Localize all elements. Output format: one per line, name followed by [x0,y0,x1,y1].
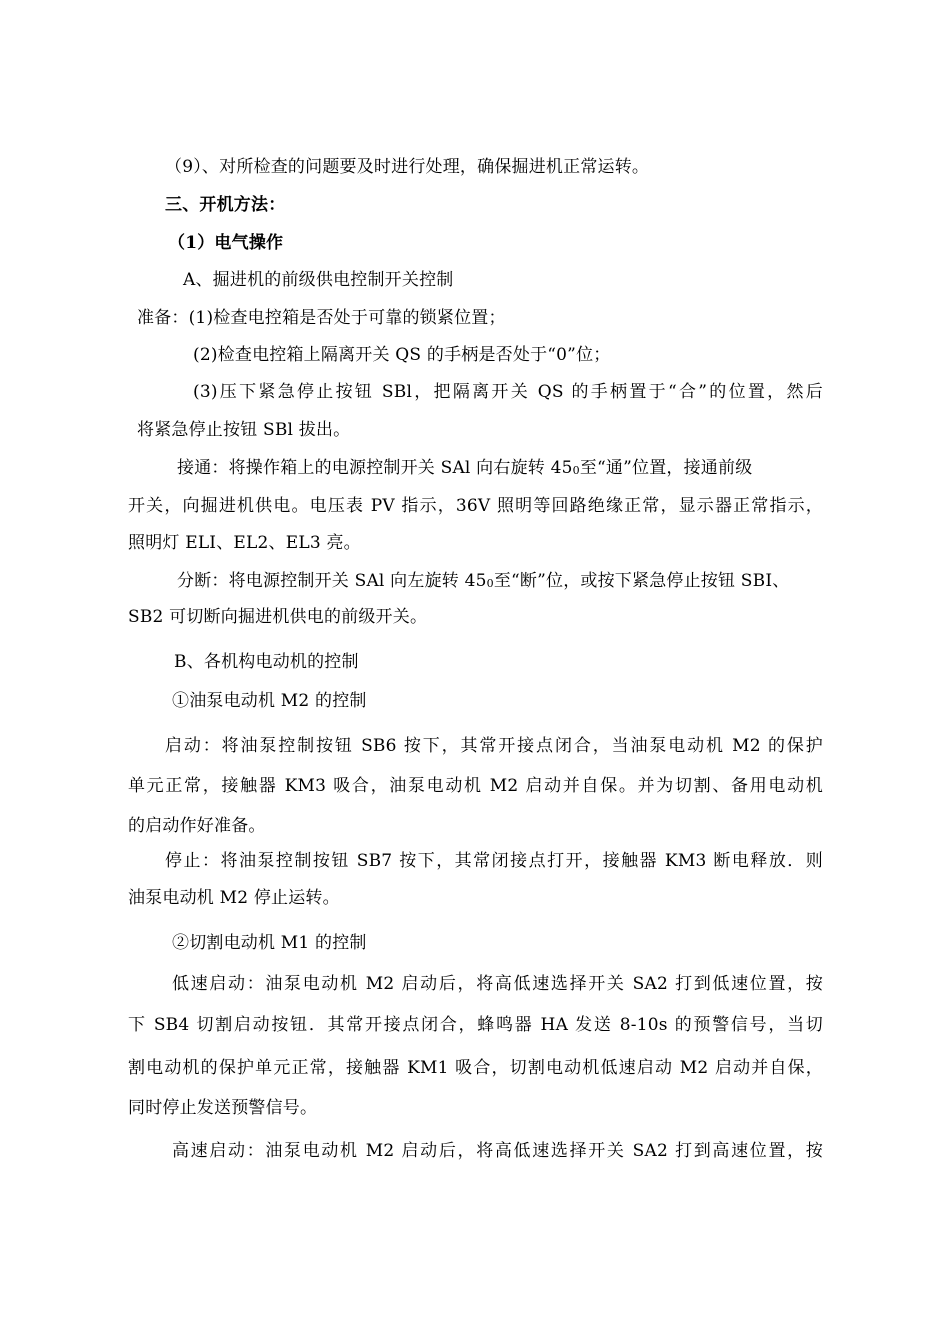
low-speed-start-line-1: 低速启动：油泵电动机 M2 启动后，将高低速选择开关 SA2 打到低速位置，按 [172,974,823,994]
disconnect-text-part-2: 至“断”位，或按下紧急停止按钮 SBI、 [493,571,790,591]
heading-b-motor-control: B、各机构电动机的控制 [174,652,359,672]
subsection-heading-electrical-operation: （1）电气操作 [168,233,284,253]
item-9-line: （9）、对所检查的问题要及时进行处理，确保掘进机正常运转。 [165,157,650,177]
prep-step-3-line-1: (3)压下紧急停止按钮 SBl，把隔离开关 QS 的手柄置于“合”的位置，然后 [193,382,823,402]
heading-oil-pump-motor: ①油泵电动机 M2 的控制 [172,691,367,711]
prep-step-1: 准备：(1)检查电控箱是否处于可靠的锁紧位置； [137,308,506,328]
heading-cutting-motor: ②切割电动机 M1 的控制 [172,933,367,953]
heading-a-front-power-switch: A、掘进机的前级供电控制开关控制 [183,270,454,290]
degree-mark: 0 [486,577,494,590]
connect-paragraph-line-3: 照明灯 ELI、EL2、EL3 亮。 [128,533,361,553]
prep-step-3-line-2: 将紧急停止按钮 SBl 拔出。 [137,420,351,440]
section-heading-startup-method: 三、开机方法： [165,195,286,215]
low-speed-start-line-2: 下 SB4 切割启动按钮．其常开接点闭合，蜂鸣器 HA 发送 8-10s 的预警信号，当切 [128,1015,823,1035]
disconnect-text-part-1: 分断：将电源控制开关 SAl 向左旋转 45 [177,571,487,591]
oil-pump-start-line-2: 单元正常，接触器 KM3 吸合，油泵电动机 M2 启动并自保。并为切割、备用电动机 [128,776,823,796]
prep-step-2: (2)检查电控箱上隔离开关 QS 的手柄是否处于“0”位； [193,345,611,365]
oil-pump-start-line-1: 启动：将油泵控制按钮 SB6 按下，其常开接点闭合，当油泵电动机 M2 的保护 [165,736,823,756]
connect-text-part-2: 至“通”位置，接通前级 [579,458,753,478]
connect-paragraph-line-1 [177,457,823,482]
disconnect-paragraph-line-1 [177,570,823,595]
oil-pump-stop-line-1: 停止：将油泵控制按钮 SB7 按下，其常闭接点打开，接触器 KM3 断电释放．则 [165,851,823,871]
low-speed-start-line-3: 割电动机的保护单元正常，接触器 KM1 吸合，切割电动机低速启动 M2 启动并自保， [128,1058,823,1078]
oil-pump-start-line-3: 的启动作好准备。 [128,816,266,836]
degree-mark: 0 [572,464,580,477]
oil-pump-stop-line-2: 油泵电动机 M2 停止运转。 [128,888,340,908]
low-speed-start-line-4: 同时停止发送预警信号。 [128,1098,318,1118]
high-speed-start-line-1: 高速启动：油泵电动机 M2 启动后，将高低速选择开关 SA2 打到高速位置，按 [172,1141,823,1161]
connect-text-part-1: 接通：将操作箱上的电源控制开关 SAl 向右旋转 45 [177,458,573,478]
disconnect-paragraph-line-2: SB2 可切断向掘进机供电的前级开关。 [128,607,428,627]
connect-paragraph-line-2: 开关，向掘进机供电。电压表 PV 指示，36V 照明等回路绝缘正常，显示器正常指示， [128,496,823,516]
